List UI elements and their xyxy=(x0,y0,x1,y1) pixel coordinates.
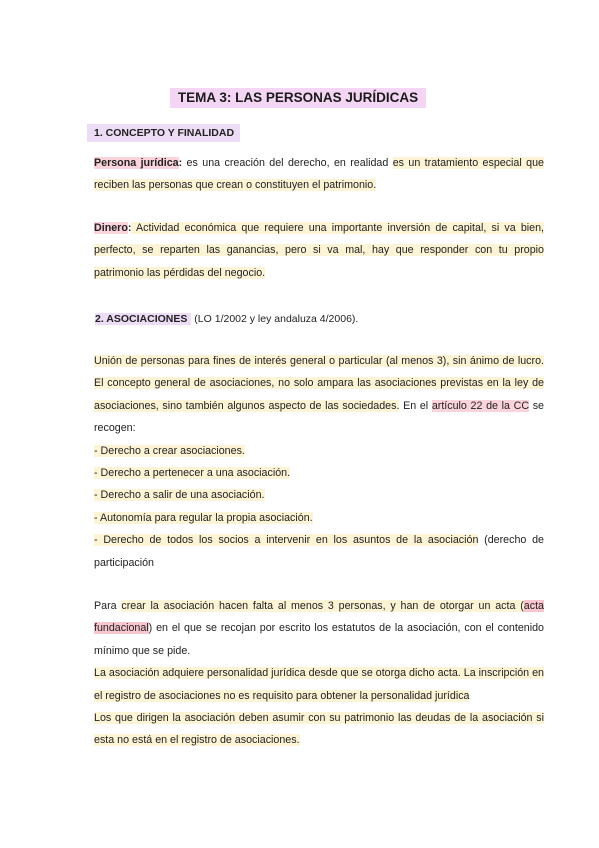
highlight-article-22: artículo 22 de la CC xyxy=(431,399,530,412)
rights-list-item: - Derecho a crear asociaciones. xyxy=(94,444,245,457)
highlight-acta-fundacional: acta fundacional xyxy=(94,600,544,635)
paragraph-personalidad: La asociación adquiere personalidad jurídica desde que se otorga dicho acta. La inscripción en el registro de asociaciones no es requisito para obtener la personalidad jurídica xyxy=(94,667,544,702)
rights-list-item: - Derecho a salir de una asociación. xyxy=(94,489,265,502)
paragraph-creacion: Para crear la asociación hacen falta al menos 3 personas, y han de otorgar un acta (acta fundacional) en el que se recojan por escrito los estatutos de la asociación, con el contenido mínimo que se pide. La asociación adquiere personalidad jurídica desde que se otorga dicho acta. La inscripción en el registro de asociaciones no es requisito para obtener la personalidad jurídica Los que dirigen la asociación deben asumir con su patrimonio las deudas de la asociación si esta no está en el registro de asociaciones. xyxy=(94,595,544,752)
rights-list-item: - Derecho de todos los socios a intervenir en los asuntos de la asociación (derecho de participación xyxy=(94,534,544,569)
highlight-persona-text: es un tratamiento especial que reciben las personas que crean o constituyen el patrimonio. xyxy=(94,157,544,192)
term-dinero: Dinero xyxy=(94,222,128,234)
term-persona-juridica: Persona jurídica xyxy=(94,157,179,169)
page-title: TEMA 3: LAS PERSONAS JURÍDICAS xyxy=(170,88,426,108)
paragraph-persona-juridica: Persona jurídica: es una creación del derecho, en realidad es un tratamiento especial que reciben las personas que crean o constituyen el patrimonio. xyxy=(94,157,544,192)
highlight-dinero-text: Actividad económica que requiere una importante inversión de capital, si va bien, perfecto, se reparten las ganancias, pero si va mal, hay que responder con tu propio patrimonio las pérdidas del negocio. xyxy=(94,222,544,279)
highlight-creacion-text: crear la asociación hacen falta al menos 3 personas, y han de otorgar un acta ( xyxy=(121,600,524,612)
highlight-union-text: Unión de personas para fines de interés general o particular (al menos 3), sin ánimo de lucro. El concepto general de asociaciones, no solo ampara las asociaciones previstas en la ley de asociaciones, sino también algunos aspecto de las sociedades. xyxy=(94,355,544,412)
paragraph-patrimonio: Los que dirigen la asociación deben asumir con su patrimonio las deudas de la asociación si esta no está en el registro de asociaciones. xyxy=(94,712,544,747)
section-heading-concepto: 1. CONCEPTO Y FINALIDAD xyxy=(87,124,240,142)
paragraph-dinero: Dinero: Actividad económica que requiere una importante inversión de capital, si va bien, perfecto, se reparten las ganancias, pero si va mal, hay que responder con tu propio patrimonio las pérdidas del negocio. xyxy=(94,222,544,279)
rights-list-item: - Derecho a pertenecer a una asociación. xyxy=(94,467,291,480)
rights-list-item: - Autonomía para regular la propia asociación. xyxy=(94,511,313,524)
section-heading-asociaciones: 2. ASOCIACIONES (LO 1/2002 y ley andaluza 4/2006). xyxy=(95,313,359,325)
paragraph-union: Unión de personas para fines de interés general o particular (al menos 3), sin ánimo de lucro. El concepto general de asociaciones, no solo ampara las asociaciones previstas en la ley de asociaciones, sino también algunos aspecto de las sociedades. En el artículo 22 de la CC se recogen: - Derecho a crear asociaciones. - Derecho a pertenecer a una asociación. - Derecho a salir de una asociación. - Autonomía para regular la propia asociación. - Derecho de todos los socios a intervenir en los asuntos de la asociación (derecho de participación xyxy=(94,350,544,574)
